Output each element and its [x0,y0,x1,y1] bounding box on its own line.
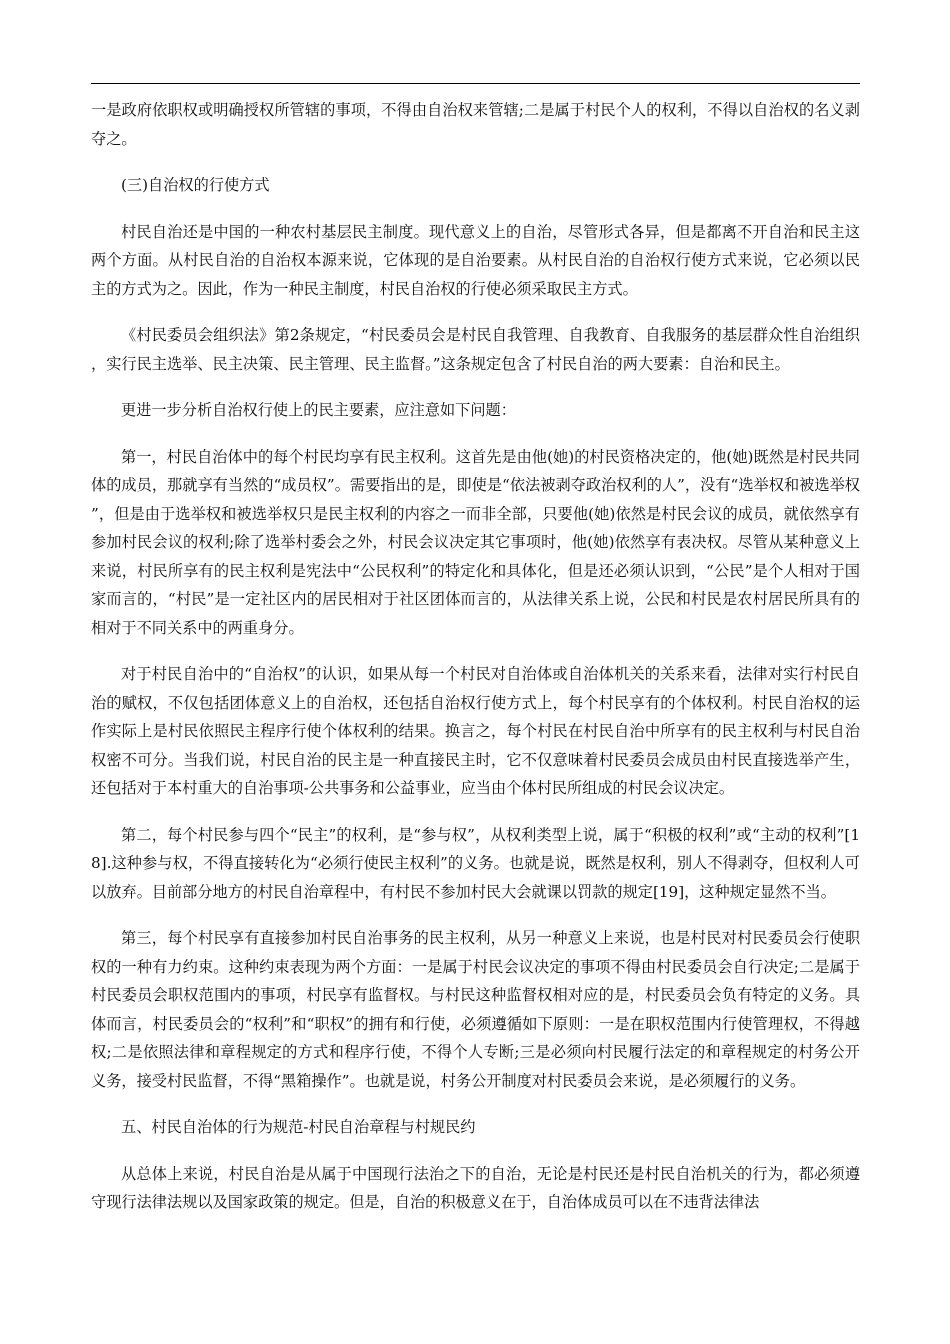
paragraph-continuation: 一是政府依职权或明确授权所管辖的事项，不得由自治权来管辖;二是属于村民个人的权利，不得以自治权的名义剥夺之。 [91,101,860,148]
document-body [91,96,860,1235]
header-rule [91,83,860,84]
section-heading-exercise-of-autonomy: (三)自治权的行使方式 [121,176,270,194]
paragraph: 从总体上来说，村民自治是从属于中国现行法治之下的自治，无论是村民还是村民自治机关的行为，都必须遵守现行法律法规以及国家政策的规定。但是，自治的积极意义在于，自治体成员可以在不违背法律法 [91,1164,860,1211]
paragraph: 村民自治还是中国的一种农村基层民主制度。现代意义上的自治，尽管形式各异，但是都离不开自治和民主这两个方面。从村民自治的自治权本源来说，它体现的是自治要素。从村民自治的自治权行使方式来说，它必须以民主的方式为之。因此，作为一种民主制度，村民自治权的行使必须采取民主方式。 [91,222,860,298]
paragraph: 更进一步分析自治权行使上的民主要素，应注意如下问题： [121,401,516,419]
section-heading-behavior-norms: 五、村民自治体的行为规范-村民自治章程与村规民约 [121,1118,476,1136]
paragraph: 《村民委员会组织法》第2条规定，“村民委员会是村民自我管理、自我教育、自我服务的基层群众性自治组织，实行民主选举、民主决策、民主管理、民主监督。”这条规定包含了村民自治的两大要素：自治和民主。 [91,326,860,373]
paragraph: 对于村民自治中的“自治权”的认识，如果从每一个村民对自治体或自治体机关的关系来看，法律对实行村民自治的赋权，不仅包括团体意义上的自治权，还包括自治权行使方式上，每个村民享有的个体权利。村民自治权的运作实际上是村民依照民主程序行使个体权利的结果。换言之，每个村民在村民自治中所享有的民主权利与村民自治权密不可分。当我们说，村民自治的民主是一种直接民主时，它不仅意味着村民委员会成员由村民直接选举产生，还包括对于本村重大的自治事项-公共事务和公益事业，应当由个体村民所组成的村民会议决定。 [91,665,860,797]
paragraph: 第三，每个村民享有直接参加村民自治事务的民主权利，从另一种意义上来说，也是村民对村民委员会行使职权的一种有力约束。这种约束表现为两个方面：一是属于村民会议决定的事项不得由村民委员会自行决定;二是属于村民委员会职权范围内的事项，村民享有监督权。与村民这种监督权相对应的是，村民委员会负有特定的义务。具体而言，村民委员会的“权利”和“职权”的拥有和行使，必须遵循如下原则：一是在职权范围内行使管理权，不得越权;二是依照法律和章程规定的方式和程序行使，不得个人专断;三是必须向村民履行法定的和章程规定的村务公开义务，接受村民监督，不得“黑箱操作”。也就是说，村务公开制度对村民委员会来说，是必须履行的义务。 [91,929,860,1090]
paragraph: 第二，每个村民参与四个“民主”的权利，是“参与权”，从权利类型上说，属于“积极的权利”或“主动的权利”[18].这种参与权，不得直接转化为“必须行使民主权利”的义务。也就是说，既然是权利，别人不得剥夺，但权利人可以放弃。目前部分地方的村民自治章程中，有村民不参加村民大会就课以罚款的规定[19]，这种规定显然不当。 [91,825,860,901]
paragraph: 第一，村民自治体中的每个村民均享有民主权利。这首先是由他(她)的村民资格决定的，他(她)既然是村民共同体的成员，那就享有当然的“成员权”。需要指出的是，即使是“依法被剥夺政治权利的人”，没有“选举权和被选举权”，但是由于选举权和被选举权只是民主权利的内容之一而非全部，只要他(她)依然是村民会议的成员，就依然享有参加村民会议的权利;除了选举村委会之外，村民会议决定其它事项时，他(她)依然享有表决权。尽管从某种意义上来说，村民所享有的民主权利是宪法中“公民权利”的特定化和具体化，但是还必须认识到，“公民”是个人相对于国家而言的，“村民”是一定社区内的居民相对于社区团体而言的，从法律关系上说，公民和村民是农村居民所具有的相对于不同关系中的两重身分。 [91,447,860,637]
